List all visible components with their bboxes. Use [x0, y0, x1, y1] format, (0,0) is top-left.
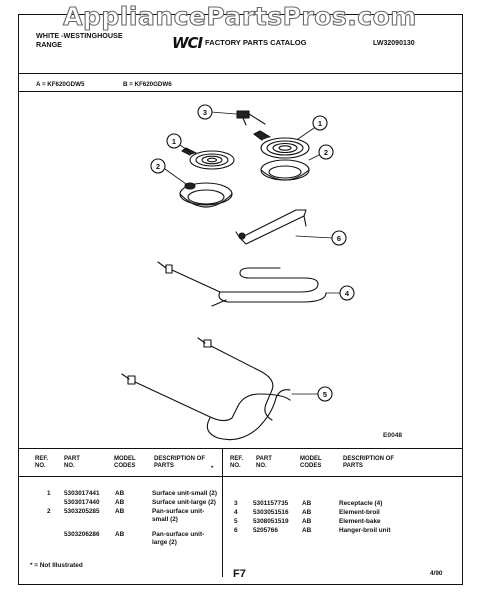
callout-1-right: [313, 116, 327, 130]
row-codes: AB: [302, 527, 312, 534]
row-part: 5303017441: [64, 490, 100, 497]
brand-name: WHITE -WESTINGHOUSE: [36, 31, 123, 40]
broil-element: [158, 262, 326, 306]
row-part: 5303051516: [253, 509, 289, 516]
row-desc: Pan-surface unit-: [152, 531, 205, 538]
svg-text:6: 6: [336, 234, 342, 243]
bake-element: [122, 338, 290, 440]
svg-text:2: 2: [323, 148, 329, 157]
drip-pan-left: [180, 183, 232, 207]
callout-3: [198, 105, 212, 119]
row-codes: AB: [115, 499, 125, 506]
page-number: F7: [233, 568, 246, 580]
row-part: 5308051519: [253, 518, 289, 525]
model-a: A = KF620GDW5: [36, 81, 85, 88]
row-codes: AB: [302, 518, 312, 525]
svg-text:5: 5: [322, 390, 328, 399]
not-illustrated-note: * = Not Illustrated: [30, 562, 83, 569]
row-desc: large (2): [152, 539, 177, 546]
svg-text:1: 1: [171, 137, 177, 146]
receptacle-part: [237, 111, 265, 125]
col-ref-no-2: REF. NO.: [230, 456, 244, 469]
svg-text:4: 4: [344, 289, 350, 298]
callout-6: [332, 231, 346, 245]
leader-1-right: [298, 128, 314, 139]
drip-pan-right: [261, 160, 309, 180]
row-part: 5303205285: [64, 508, 100, 515]
callout-2-left: [151, 159, 165, 173]
hanger-broil-unit: [236, 210, 306, 244]
revision-date: 4/90: [430, 570, 443, 577]
row-ref: 6: [234, 527, 238, 534]
row-ref: 1: [47, 490, 51, 497]
row-ref: 4: [234, 509, 238, 516]
callout-4: [340, 286, 354, 300]
table-center-divider: [222, 449, 223, 577]
col-star: *: [211, 466, 214, 472]
callout-1-left: [167, 134, 181, 148]
row-desc: small (2): [152, 516, 178, 523]
col-model-codes: MODEL CODES: [114, 456, 136, 469]
document-number: LW32090130: [373, 40, 415, 47]
row-ref: 2: [47, 508, 51, 515]
surface-unit-right: [254, 131, 309, 158]
row-codes: AB: [302, 509, 312, 516]
row-part: 5303206286: [64, 531, 100, 538]
callout-5: [318, 387, 332, 401]
row-codes: AB: [302, 500, 312, 507]
svg-text:3: 3: [202, 108, 208, 117]
row-codes: AB: [115, 531, 125, 538]
col-description-2: DESCRIPTION OF PARTS: [343, 456, 395, 469]
row-part: 5303017440: [64, 499, 100, 506]
row-desc: Element-bake: [339, 518, 381, 525]
table-header-divider: [18, 476, 463, 477]
col-part-no-2: PART NO.: [256, 456, 272, 469]
col-description: DESCRIPTION OF PARTS: [154, 456, 206, 469]
row-codes: AB: [115, 490, 125, 497]
leader-2-left: [165, 169, 186, 184]
leader-6: [296, 236, 332, 238]
row-desc: Pan-surface unit-: [152, 508, 205, 515]
row-desc: Surface unit-small (2): [152, 490, 217, 497]
row-ref: 3: [234, 500, 238, 507]
catalog-title: FACTORY PARTS CATALOG: [205, 38, 307, 47]
model-b: B = KF620GDW6: [123, 81, 172, 88]
row-part: 5301157735: [253, 500, 289, 507]
wci-logo: WCI: [172, 34, 203, 52]
row-desc: Surface unit-large (2): [152, 499, 216, 506]
row-part: 5205766: [253, 527, 278, 534]
product-type: RANGE: [36, 40, 62, 49]
drawing-code: E0048: [383, 432, 403, 439]
svg-text:2: 2: [155, 162, 161, 171]
col-model-codes-2: MODEL CODES: [300, 456, 322, 469]
leader-3: [211, 112, 236, 114]
col-part-no: PART NO.: [64, 456, 80, 469]
row-codes: AB: [115, 508, 125, 515]
row-desc: Element-broil: [339, 509, 380, 516]
callout-2-right: [319, 145, 333, 159]
leader-2-right: [309, 155, 319, 160]
site-watermark: AppliancePartsPros.com: [63, 2, 417, 31]
row-desc: Receptacle (4): [339, 500, 383, 507]
surface-unit-left: [182, 148, 234, 169]
row-desc: Hanger-broil unit: [339, 527, 391, 534]
row-ref: 5: [234, 518, 238, 525]
col-ref-no: REF. NO.: [35, 456, 49, 469]
table-top-divider: [18, 448, 463, 449]
svg-text:1: 1: [317, 119, 323, 128]
